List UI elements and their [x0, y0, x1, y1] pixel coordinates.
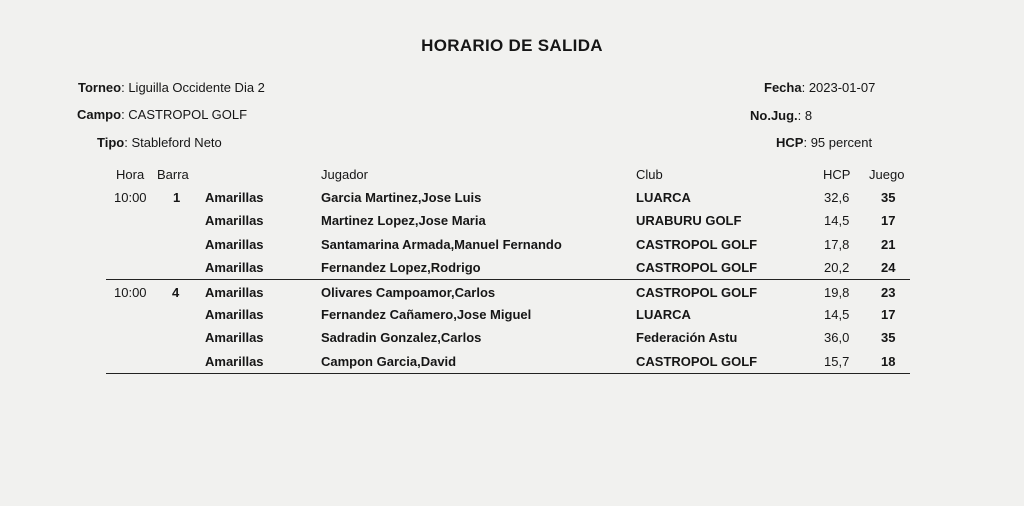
tipo-label: Tipo [97, 135, 125, 150]
player-juego: 18 [881, 354, 896, 369]
group-hora: 10:00 [114, 190, 147, 205]
campo-value: CASTROPOL GOLF [128, 107, 248, 122]
player-juego: 35 [881, 190, 896, 205]
campo-line: Campo: CASTROPOL GOLF [77, 107, 248, 122]
page-title: HORARIO DE SALIDA [421, 36, 603, 55]
player-tee: Amarillas [205, 260, 264, 275]
player-hcp: 36,0 [824, 330, 850, 345]
group-divider [106, 279, 910, 280]
table-bottom-rule [106, 373, 910, 374]
player-hcp: 17,8 [824, 237, 850, 252]
hcp-label: HCP [776, 135, 804, 150]
col-juego: Juego [869, 167, 905, 182]
col-club: Club [636, 167, 663, 182]
hcp-line: HCP: 95 percent [776, 135, 873, 150]
player-club: LUARCA [636, 190, 691, 205]
player-hcp: 19,8 [824, 285, 850, 300]
group-barra: 4 [172, 285, 180, 300]
player-tee: Amarillas [205, 307, 264, 322]
player-club: Federación Astu [636, 330, 738, 345]
group-barra: 1 [173, 190, 181, 205]
player-hcp: 32,6 [824, 190, 850, 205]
player-club: CASTROPOL GOLF [636, 354, 758, 369]
col-barra: Barra [157, 167, 189, 182]
torneo-label: Torneo [78, 80, 122, 95]
player-juego: 21 [881, 237, 896, 252]
tipo-line: Tipo: Stableford Neto [97, 135, 222, 150]
fecha-label: Fecha [764, 80, 802, 95]
player-name: Campon Garcia,David [321, 354, 457, 369]
torneo-value: Liguilla Occidente Dia 2 [128, 80, 265, 95]
player-name: Fernandez Lopez,Rodrigo [321, 260, 481, 275]
player-hcp: 20,2 [824, 260, 850, 275]
fecha-line: Fecha: 2023-01-07 [764, 80, 876, 95]
player-club: CASTROPOL GOLF [636, 260, 758, 275]
player-club: CASTROPOL GOLF [636, 237, 758, 252]
tipo-value: Stableford Neto [131, 135, 222, 150]
player-club: URABURU GOLF [636, 213, 742, 228]
player-tee: Amarillas [205, 190, 264, 205]
torneo-line: Torneo: Liguilla Occidente Dia 2 [78, 80, 265, 95]
nojug-label: No.Jug. [750, 108, 798, 123]
nojug-value: 8 [804, 108, 813, 123]
player-hcp: 15,7 [824, 354, 850, 369]
player-tee: Amarillas [205, 330, 264, 345]
player-tee: Amarillas [205, 354, 264, 369]
player-name: Martinez Lopez,Jose Maria [321, 213, 486, 228]
player-hcp: 14,5 [824, 213, 850, 228]
player-juego: 35 [881, 330, 896, 345]
player-juego: 17 [881, 307, 896, 322]
col-jugador: Jugador [321, 167, 368, 182]
player-juego: 24 [881, 260, 896, 275]
player-tee: Amarillas [205, 237, 264, 252]
player-name: Santamarina Armada,Manuel Fernando [321, 237, 562, 252]
campo-label: Campo [77, 107, 122, 122]
player-name: Fernandez Cañamero,Jose Miguel [321, 307, 532, 322]
player-club: LUARCA [636, 307, 691, 322]
player-juego: 17 [881, 213, 896, 228]
group-hora: 10:00 [114, 285, 147, 300]
player-hcp: 14,5 [824, 307, 850, 322]
fecha-value: 2023-01-07 [808, 80, 876, 95]
col-hora: Hora [116, 167, 145, 182]
hcp-value: 95 percent [810, 135, 873, 150]
player-name: Sadradin Gonzalez,Carlos [321, 330, 482, 345]
col-hcp: HCP [823, 167, 851, 182]
nojug-line: No.Jug.: 8 [750, 108, 813, 123]
player-club: CASTROPOL GOLF [636, 285, 758, 300]
player-tee: Amarillas [205, 213, 264, 228]
player-name: Olivares Campoamor,Carlos [321, 285, 496, 300]
player-tee: Amarillas [205, 285, 264, 300]
player-juego: 23 [881, 285, 896, 300]
player-name: Garcia Martinez,Jose Luis [321, 190, 482, 205]
